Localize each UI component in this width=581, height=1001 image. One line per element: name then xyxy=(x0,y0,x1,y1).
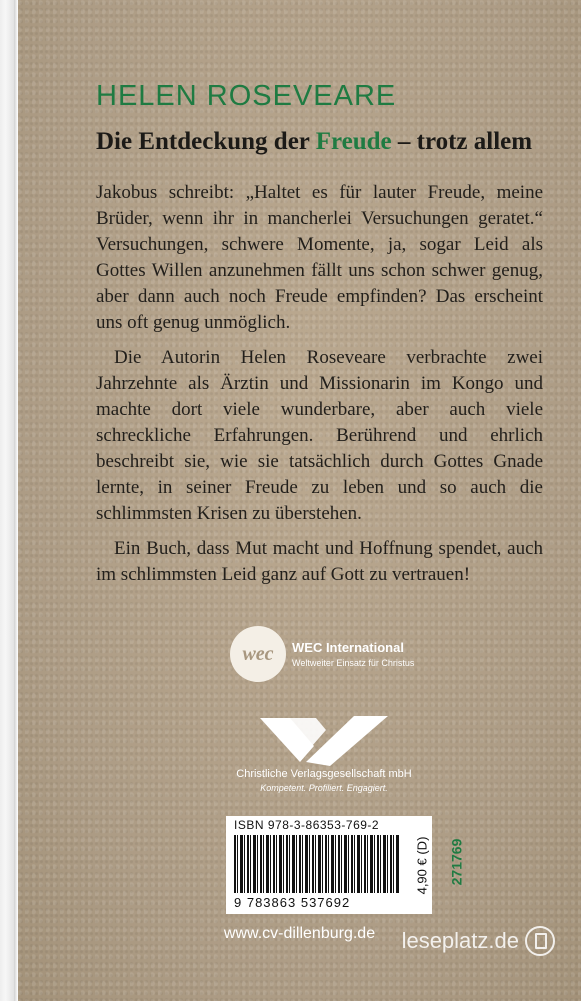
wec-logo-mark: wec xyxy=(242,642,274,665)
price-text: 4,90 € (D) xyxy=(414,836,430,894)
book-icon xyxy=(525,926,555,956)
title-part-1: Die Entdeckung der xyxy=(96,128,316,155)
wec-logo xyxy=(230,626,430,686)
book-spine xyxy=(0,0,14,1001)
isbn-text: ISBN 978-3-86353-769-2 xyxy=(234,818,380,832)
wec-subtitle: Weltweiter Einsatz für Christus xyxy=(292,658,415,668)
blurb-paragraph-1: Jakobus schreibt: „Haltet es für lauter Freude, meine Brüder, wenn ihr in mancherlei Versuchungen geratet.“ Versuchungen, schwere Momente, ja, sogar Leid als Gottes Willen anzunehmen fällt uns schon schwer genug, aber dann auch noch Freude empfinden? Das erscheint uns oft genug unmöglich. xyxy=(96,182,543,333)
price-label xyxy=(414,818,430,912)
order-number-text: 271769 xyxy=(448,838,464,886)
wec-logo-icon xyxy=(230,626,286,682)
barcode-digits: 9 783863 537692 xyxy=(234,895,351,910)
barcode-bars xyxy=(234,835,399,893)
title-part-2: – trotz allem xyxy=(391,128,533,155)
barcode-label xyxy=(226,816,432,914)
blurb-paragraph-2: Die Autorin Helen Roseveare verbrachte zwei Jahrzehnte als Ärztin und Missionarin im Kongo und machte dort viele wunderbare, aber auch viele schreckliche Erfahrungen. Berührend und ehrlich beschreibt sie, wie sie tatsächlich durch Gottes Gnade lernte, in seiner Freude zu leben und so auch die schlimmsten Krisen zu überstehen. xyxy=(96,347,543,524)
blurb-paragraph-3: Ein Buch, dass Mut macht und Hoffnung spendet, auch im schlimmsten Leid ganz auf Gott zu vertrauen! xyxy=(96,538,543,585)
publisher-name: Christliche Verlagsgesellschaft mbH xyxy=(236,768,412,780)
publisher-tagline: Kompetent. Profiliert. Engagiert. xyxy=(260,783,388,793)
blurb-text xyxy=(96,180,543,597)
publisher-logo xyxy=(214,712,434,802)
book-title xyxy=(96,128,566,156)
wec-name: WEC International xyxy=(292,640,404,655)
order-number xyxy=(446,822,466,902)
watermark-text: leseplatz.de xyxy=(401,928,519,953)
watermark xyxy=(402,926,555,956)
cv-check-icon xyxy=(256,712,392,766)
book-back-cover xyxy=(18,0,581,1001)
author-name: HELEN ROSEVEARE xyxy=(96,80,397,112)
title-highlight: Freude xyxy=(315,128,392,155)
publisher-url: www.cv-dillenburg.de xyxy=(223,925,376,942)
